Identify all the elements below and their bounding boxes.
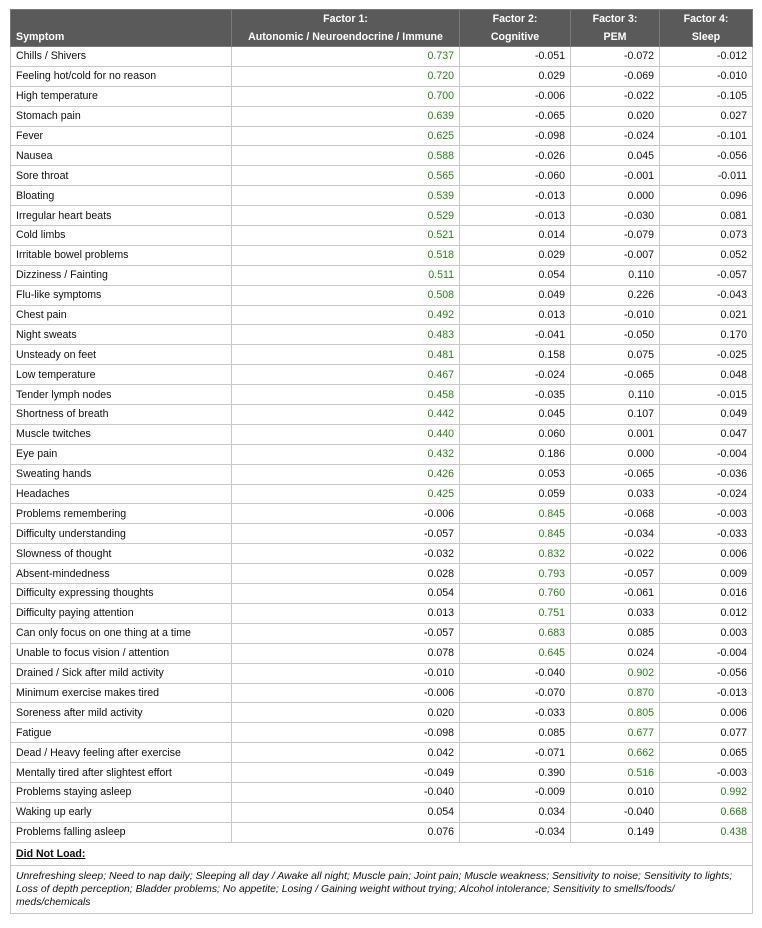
factor-4-loading-cell: 0.992: [660, 782, 753, 802]
factor-1-loading-cell: 0.737: [232, 47, 460, 67]
header-factor-4-number: Factor 4:: [660, 10, 753, 29]
symptom-cell: Mentally tired after slightest effort: [11, 763, 232, 783]
table-row: [11, 206, 753, 226]
factor-3-loading-cell: 0.045: [571, 146, 660, 166]
factor-2-loading-cell: -0.070: [460, 683, 571, 703]
factor-4-loading-cell: 0.021: [660, 305, 753, 325]
table-header: [11, 10, 753, 47]
factor-2-loading-cell: -0.013: [460, 186, 571, 206]
factor-1-loading-cell: 0.588: [232, 146, 460, 166]
factor-1-loading-cell: 0.020: [232, 703, 460, 723]
factor-2-loading-cell: -0.034: [460, 822, 571, 842]
factor-1-loading-cell: -0.032: [232, 544, 460, 564]
table-row: [11, 683, 753, 703]
factor-2-loading-cell: -0.071: [460, 743, 571, 763]
factor-3-loading-cell: -0.010: [571, 305, 660, 325]
factor-4-loading-cell: 0.170: [660, 325, 753, 345]
factor-1-loading-cell: 0.565: [232, 166, 460, 186]
table-row: [11, 126, 753, 146]
factor-1-loading-cell: -0.040: [232, 782, 460, 802]
symptom-cell: Low temperature: [11, 365, 232, 385]
factor-3-loading-cell: 0.020: [571, 106, 660, 126]
factor-4-loading-cell: -0.036: [660, 464, 753, 484]
factor-4-loading-cell: 0.096: [660, 186, 753, 206]
table-row: [11, 245, 753, 265]
symptom-cell: Waking up early: [11, 802, 232, 822]
factor-3-loading-cell: -0.007: [571, 245, 660, 265]
factor-1-loading-cell: -0.057: [232, 623, 460, 643]
table-row: [11, 544, 753, 564]
factor-3-loading-cell: -0.040: [571, 802, 660, 822]
symptom-cell: Dead / Heavy feeling after exercise: [11, 743, 232, 763]
factor-3-loading-cell: 0.110: [571, 385, 660, 405]
factor-3-loading-cell: 0.075: [571, 345, 660, 365]
factor-2-loading-cell: 0.390: [460, 763, 571, 783]
factor-4-loading-cell: 0.047: [660, 424, 753, 444]
factor-2-loading-cell: 0.645: [460, 643, 571, 663]
factor-3-loading-cell: 0.000: [571, 186, 660, 206]
factor-1-loading-cell: -0.006: [232, 683, 460, 703]
header-factor-1-number: Factor 1:: [232, 10, 460, 29]
factor-1-loading-cell: 0.492: [232, 305, 460, 325]
header-factor-3-name: PEM: [571, 28, 660, 47]
symptom-cell: Can only focus on one thing at a time: [11, 623, 232, 643]
factor-4-loading-cell: 0.016: [660, 584, 753, 604]
factor-4-loading-cell: -0.033: [660, 524, 753, 544]
table-row: [11, 663, 753, 683]
factor-1-loading-cell: -0.098: [232, 723, 460, 743]
factor-3-loading-cell: -0.072: [571, 47, 660, 67]
factor-2-loading-cell: -0.060: [460, 166, 571, 186]
factor-2-loading-cell: 0.053: [460, 464, 571, 484]
table-row: [11, 424, 753, 444]
factor-3-loading-cell: -0.030: [571, 206, 660, 226]
symptom-cell: Difficulty expressing thoughts: [11, 584, 232, 604]
factor-1-loading-cell: 0.054: [232, 584, 460, 604]
factor-1-loading-cell: 0.078: [232, 643, 460, 663]
factor-1-loading-cell: -0.057: [232, 524, 460, 544]
factor-2-loading-cell: 0.186: [460, 444, 571, 464]
factor-4-loading-cell: -0.003: [660, 763, 753, 783]
table-row: [11, 305, 753, 325]
factor-4-loading-cell: -0.056: [660, 146, 753, 166]
factor-2-loading-cell: 0.845: [460, 524, 571, 544]
factor-3-loading-cell: -0.061: [571, 584, 660, 604]
factor-4-loading-cell: 0.049: [660, 405, 753, 425]
factor-3-loading-cell: -0.069: [571, 66, 660, 86]
factor-4-loading-cell: -0.013: [660, 683, 753, 703]
factor-1-loading-cell: 0.458: [232, 385, 460, 405]
factor-1-loading-cell: 0.539: [232, 186, 460, 206]
symptom-cell: Problems staying asleep: [11, 782, 232, 802]
table-row: [11, 345, 753, 365]
header-symptom-spacer: [11, 10, 232, 29]
symptom-cell: Fatigue: [11, 723, 232, 743]
factor-3-loading-cell: 0.902: [571, 663, 660, 683]
table-row: [11, 365, 753, 385]
factor-2-loading-cell: -0.051: [460, 47, 571, 67]
factor-3-loading-cell: -0.022: [571, 86, 660, 106]
symptom-cell: Muscle twitches: [11, 424, 232, 444]
factor-2-loading-cell: 0.059: [460, 484, 571, 504]
factor-4-loading-cell: 0.438: [660, 822, 753, 842]
symptom-cell: Difficulty paying attention: [11, 603, 232, 623]
table-row: [11, 285, 753, 305]
factor-4-loading-cell: -0.024: [660, 484, 753, 504]
symptom-cell: Flu-like symptoms: [11, 285, 232, 305]
table-footer: [11, 842, 753, 913]
factor-3-loading-cell: 0.033: [571, 603, 660, 623]
table-row: [11, 822, 753, 842]
factor-4-loading-cell: 0.006: [660, 544, 753, 564]
factor-1-loading-cell: -0.006: [232, 504, 460, 524]
did-not-load-label-cell: [11, 842, 753, 865]
factor-2-loading-cell: 0.014: [460, 226, 571, 246]
factor-3-loading-cell: 0.226: [571, 285, 660, 305]
symptom-cell: Night sweats: [11, 325, 232, 345]
table-row: [11, 444, 753, 464]
did-not-load-list: Unrefreshing sleep; Need to nap daily; Sleeping all day / Awake all night; Muscle pain; Joint pain; Muscle weakness; Sensitivity to noise; Sensitivity to lights; Loss of depth perception; Bladder problems; No appetite; Losing / Gaining weight without trying; Alcohol intolerance; Sensitivity to smells/foods/ meds/chemicals: [11, 865, 753, 913]
factor-2-loading-cell: -0.065: [460, 106, 571, 126]
symptom-cell: Feeling hot/cold for no reason: [11, 66, 232, 86]
symptom-cell: Fever: [11, 126, 232, 146]
factor-2-loading-cell: 0.751: [460, 603, 571, 623]
factor-2-loading-cell: 0.683: [460, 623, 571, 643]
factor-4-loading-cell: 0.668: [660, 802, 753, 822]
factor-loadings-table-container: [10, 9, 752, 914]
factor-1-loading-cell: 0.508: [232, 285, 460, 305]
symptom-cell: Sweating hands: [11, 464, 232, 484]
symptom-cell: Problems remembering: [11, 504, 232, 524]
factor-1-loading-cell: 0.442: [232, 405, 460, 425]
table-row: [11, 166, 753, 186]
table-row: [11, 106, 753, 126]
factor-1-loading-cell: 0.432: [232, 444, 460, 464]
table-row: [11, 265, 753, 285]
symptom-cell: Slowness of thought: [11, 544, 232, 564]
symptom-cell: Chills / Shivers: [11, 47, 232, 67]
symptom-cell: Irritable bowel problems: [11, 245, 232, 265]
factor-4-loading-cell: -0.057: [660, 265, 753, 285]
factor-3-loading-cell: 0.149: [571, 822, 660, 842]
factor-3-loading-cell: -0.057: [571, 564, 660, 584]
factor-4-loading-cell: 0.081: [660, 206, 753, 226]
factor-4-loading-cell: -0.105: [660, 86, 753, 106]
factor-1-loading-cell: 0.518: [232, 245, 460, 265]
factor-2-loading-cell: -0.024: [460, 365, 571, 385]
factor-3-loading-cell: -0.079: [571, 226, 660, 246]
factor-1-loading-cell: 0.720: [232, 66, 460, 86]
factor-3-loading-cell: 0.010: [571, 782, 660, 802]
table-row: [11, 802, 753, 822]
factor-2-loading-cell: 0.158: [460, 345, 571, 365]
factor-2-loading-cell: -0.033: [460, 703, 571, 723]
factor-4-loading-cell: 0.073: [660, 226, 753, 246]
table-row: [11, 763, 753, 783]
factor-4-loading-cell: 0.006: [660, 703, 753, 723]
table-row: [11, 782, 753, 802]
symptom-cell: Nausea: [11, 146, 232, 166]
table-body: [11, 47, 753, 843]
factor-1-loading-cell: 0.700: [232, 86, 460, 106]
table-row: [11, 405, 753, 425]
table-row: [11, 584, 753, 604]
header-factor-2-number: Factor 2:: [460, 10, 571, 29]
factor-4-loading-cell: 0.009: [660, 564, 753, 584]
symptom-cell: Problems falling asleep: [11, 822, 232, 842]
factor-1-loading-cell: 0.054: [232, 802, 460, 822]
header-factor-3-number: Factor 3:: [571, 10, 660, 29]
symptom-cell: Absent-mindedness: [11, 564, 232, 584]
table-row: [11, 146, 753, 166]
factor-4-loading-cell: -0.010: [660, 66, 753, 86]
symptom-cell: Cold limbs: [11, 226, 232, 246]
factor-1-loading-cell: 0.425: [232, 484, 460, 504]
factor-2-loading-cell: 0.832: [460, 544, 571, 564]
table-row: [11, 623, 753, 643]
symptom-cell: Sore throat: [11, 166, 232, 186]
table-row: [11, 524, 753, 544]
factor-1-loading-cell: 0.028: [232, 564, 460, 584]
factor-1-loading-cell: 0.481: [232, 345, 460, 365]
factor-4-loading-cell: 0.027: [660, 106, 753, 126]
factor-1-loading-cell: 0.625: [232, 126, 460, 146]
factor-4-loading-cell: -0.025: [660, 345, 753, 365]
factor-3-loading-cell: 0.110: [571, 265, 660, 285]
factor-2-loading-cell: 0.045: [460, 405, 571, 425]
factor-1-loading-cell: -0.010: [232, 663, 460, 683]
symptom-cell: Soreness after mild activity: [11, 703, 232, 723]
factor-4-loading-cell: -0.004: [660, 643, 753, 663]
symptom-cell: High temperature: [11, 86, 232, 106]
factor-3-loading-cell: 0.024: [571, 643, 660, 663]
factor-4-loading-cell: 0.065: [660, 743, 753, 763]
factor-2-loading-cell: 0.049: [460, 285, 571, 305]
factor-2-loading-cell: 0.054: [460, 265, 571, 285]
table-row: [11, 723, 753, 743]
factor-3-loading-cell: -0.065: [571, 365, 660, 385]
factor-2-loading-cell: 0.760: [460, 584, 571, 604]
factor-1-loading-cell: 0.521: [232, 226, 460, 246]
factor-4-loading-cell: -0.003: [660, 504, 753, 524]
factor-4-loading-cell: -0.043: [660, 285, 753, 305]
factor-2-loading-cell: 0.034: [460, 802, 571, 822]
factor-2-loading-cell: -0.040: [460, 663, 571, 683]
factor-4-loading-cell: 0.012: [660, 603, 753, 623]
table-row: [11, 643, 753, 663]
did-not-load-label: Did Not Load:: [16, 847, 86, 860]
factor-4-loading-cell: -0.056: [660, 663, 753, 683]
factor-3-loading-cell: 0.001: [571, 424, 660, 444]
factor-2-loading-cell: 0.793: [460, 564, 571, 584]
factor-3-loading-cell: 0.000: [571, 444, 660, 464]
factor-1-loading-cell: 0.511: [232, 265, 460, 285]
header-factor-1-name: Autonomic / Neuroendocrine / Immune: [232, 28, 460, 47]
factor-4-loading-cell: -0.004: [660, 444, 753, 464]
factor-1-loading-cell: 0.467: [232, 365, 460, 385]
factor-1-loading-cell: 0.440: [232, 424, 460, 444]
factor-loadings-table: [10, 9, 753, 914]
table-row: [11, 504, 753, 524]
symptom-cell: Chest pain: [11, 305, 232, 325]
table-row: [11, 226, 753, 246]
header-symptom: Symptom: [11, 28, 232, 47]
factor-2-loading-cell: 0.845: [460, 504, 571, 524]
factor-3-loading-cell: 0.677: [571, 723, 660, 743]
factor-4-loading-cell: -0.011: [660, 166, 753, 186]
factor-1-loading-cell: 0.639: [232, 106, 460, 126]
factor-3-loading-cell: -0.001: [571, 166, 660, 186]
table-row: [11, 703, 753, 723]
factor-2-loading-cell: -0.006: [460, 86, 571, 106]
factor-3-loading-cell: -0.065: [571, 464, 660, 484]
factor-4-loading-cell: -0.012: [660, 47, 753, 67]
factor-2-loading-cell: -0.041: [460, 325, 571, 345]
factor-3-loading-cell: 0.516: [571, 763, 660, 783]
factor-2-loading-cell: 0.029: [460, 245, 571, 265]
symptom-cell: Eye pain: [11, 444, 232, 464]
factor-4-loading-cell: -0.101: [660, 126, 753, 146]
symptom-cell: Headaches: [11, 484, 232, 504]
factor-1-loading-cell: 0.013: [232, 603, 460, 623]
factor-3-loading-cell: -0.034: [571, 524, 660, 544]
factor-3-loading-cell: 0.107: [571, 405, 660, 425]
factor-2-loading-cell: -0.009: [460, 782, 571, 802]
symptom-cell: Difficulty understanding: [11, 524, 232, 544]
factor-2-loading-cell: -0.026: [460, 146, 571, 166]
factor-3-loading-cell: 0.033: [571, 484, 660, 504]
table-row: [11, 484, 753, 504]
symptom-cell: Shortness of breath: [11, 405, 232, 425]
factor-1-loading-cell: 0.076: [232, 822, 460, 842]
factor-2-loading-cell: 0.013: [460, 305, 571, 325]
table-row: [11, 603, 753, 623]
factor-2-loading-cell: 0.085: [460, 723, 571, 743]
symptom-cell: Irregular heart beats: [11, 206, 232, 226]
symptom-cell: Dizziness / Fainting: [11, 265, 232, 285]
factor-3-loading-cell: -0.024: [571, 126, 660, 146]
table-row: [11, 66, 753, 86]
factor-3-loading-cell: -0.022: [571, 544, 660, 564]
factor-2-loading-cell: -0.013: [460, 206, 571, 226]
factor-4-loading-cell: -0.015: [660, 385, 753, 405]
symptom-cell: Unable to focus vision / attention: [11, 643, 232, 663]
symptom-cell: Tender lymph nodes: [11, 385, 232, 405]
table-row: [11, 186, 753, 206]
header-factor-4-name: Sleep: [660, 28, 753, 47]
symptom-cell: Minimum exercise makes tired: [11, 683, 232, 703]
table-row: [11, 47, 753, 67]
factor-2-loading-cell: 0.060: [460, 424, 571, 444]
factor-3-loading-cell: 0.662: [571, 743, 660, 763]
factor-1-loading-cell: 0.042: [232, 743, 460, 763]
table-row: [11, 86, 753, 106]
table-row: [11, 464, 753, 484]
table-row: [11, 743, 753, 763]
factor-3-loading-cell: -0.068: [571, 504, 660, 524]
factor-3-loading-cell: 0.870: [571, 683, 660, 703]
factor-1-loading-cell: 0.483: [232, 325, 460, 345]
symptom-cell: Stomach pain: [11, 106, 232, 126]
factor-4-loading-cell: 0.077: [660, 723, 753, 743]
factor-4-loading-cell: 0.003: [660, 623, 753, 643]
factor-3-loading-cell: 0.085: [571, 623, 660, 643]
symptom-cell: Drained / Sick after mild activity: [11, 663, 232, 683]
factor-4-loading-cell: 0.048: [660, 365, 753, 385]
symptom-cell: Unsteady on feet: [11, 345, 232, 365]
factor-2-loading-cell: 0.029: [460, 66, 571, 86]
factor-3-loading-cell: 0.805: [571, 703, 660, 723]
table-row: [11, 564, 753, 584]
factor-2-loading-cell: -0.098: [460, 126, 571, 146]
factor-1-loading-cell: 0.529: [232, 206, 460, 226]
symptom-cell: Bloating: [11, 186, 232, 206]
table-row: [11, 385, 753, 405]
factor-1-loading-cell: -0.049: [232, 763, 460, 783]
factor-1-loading-cell: 0.426: [232, 464, 460, 484]
factor-4-loading-cell: 0.052: [660, 245, 753, 265]
table-row: [11, 325, 753, 345]
factor-3-loading-cell: -0.050: [571, 325, 660, 345]
factor-2-loading-cell: -0.035: [460, 385, 571, 405]
header-factor-2-name: Cognitive: [460, 28, 571, 47]
